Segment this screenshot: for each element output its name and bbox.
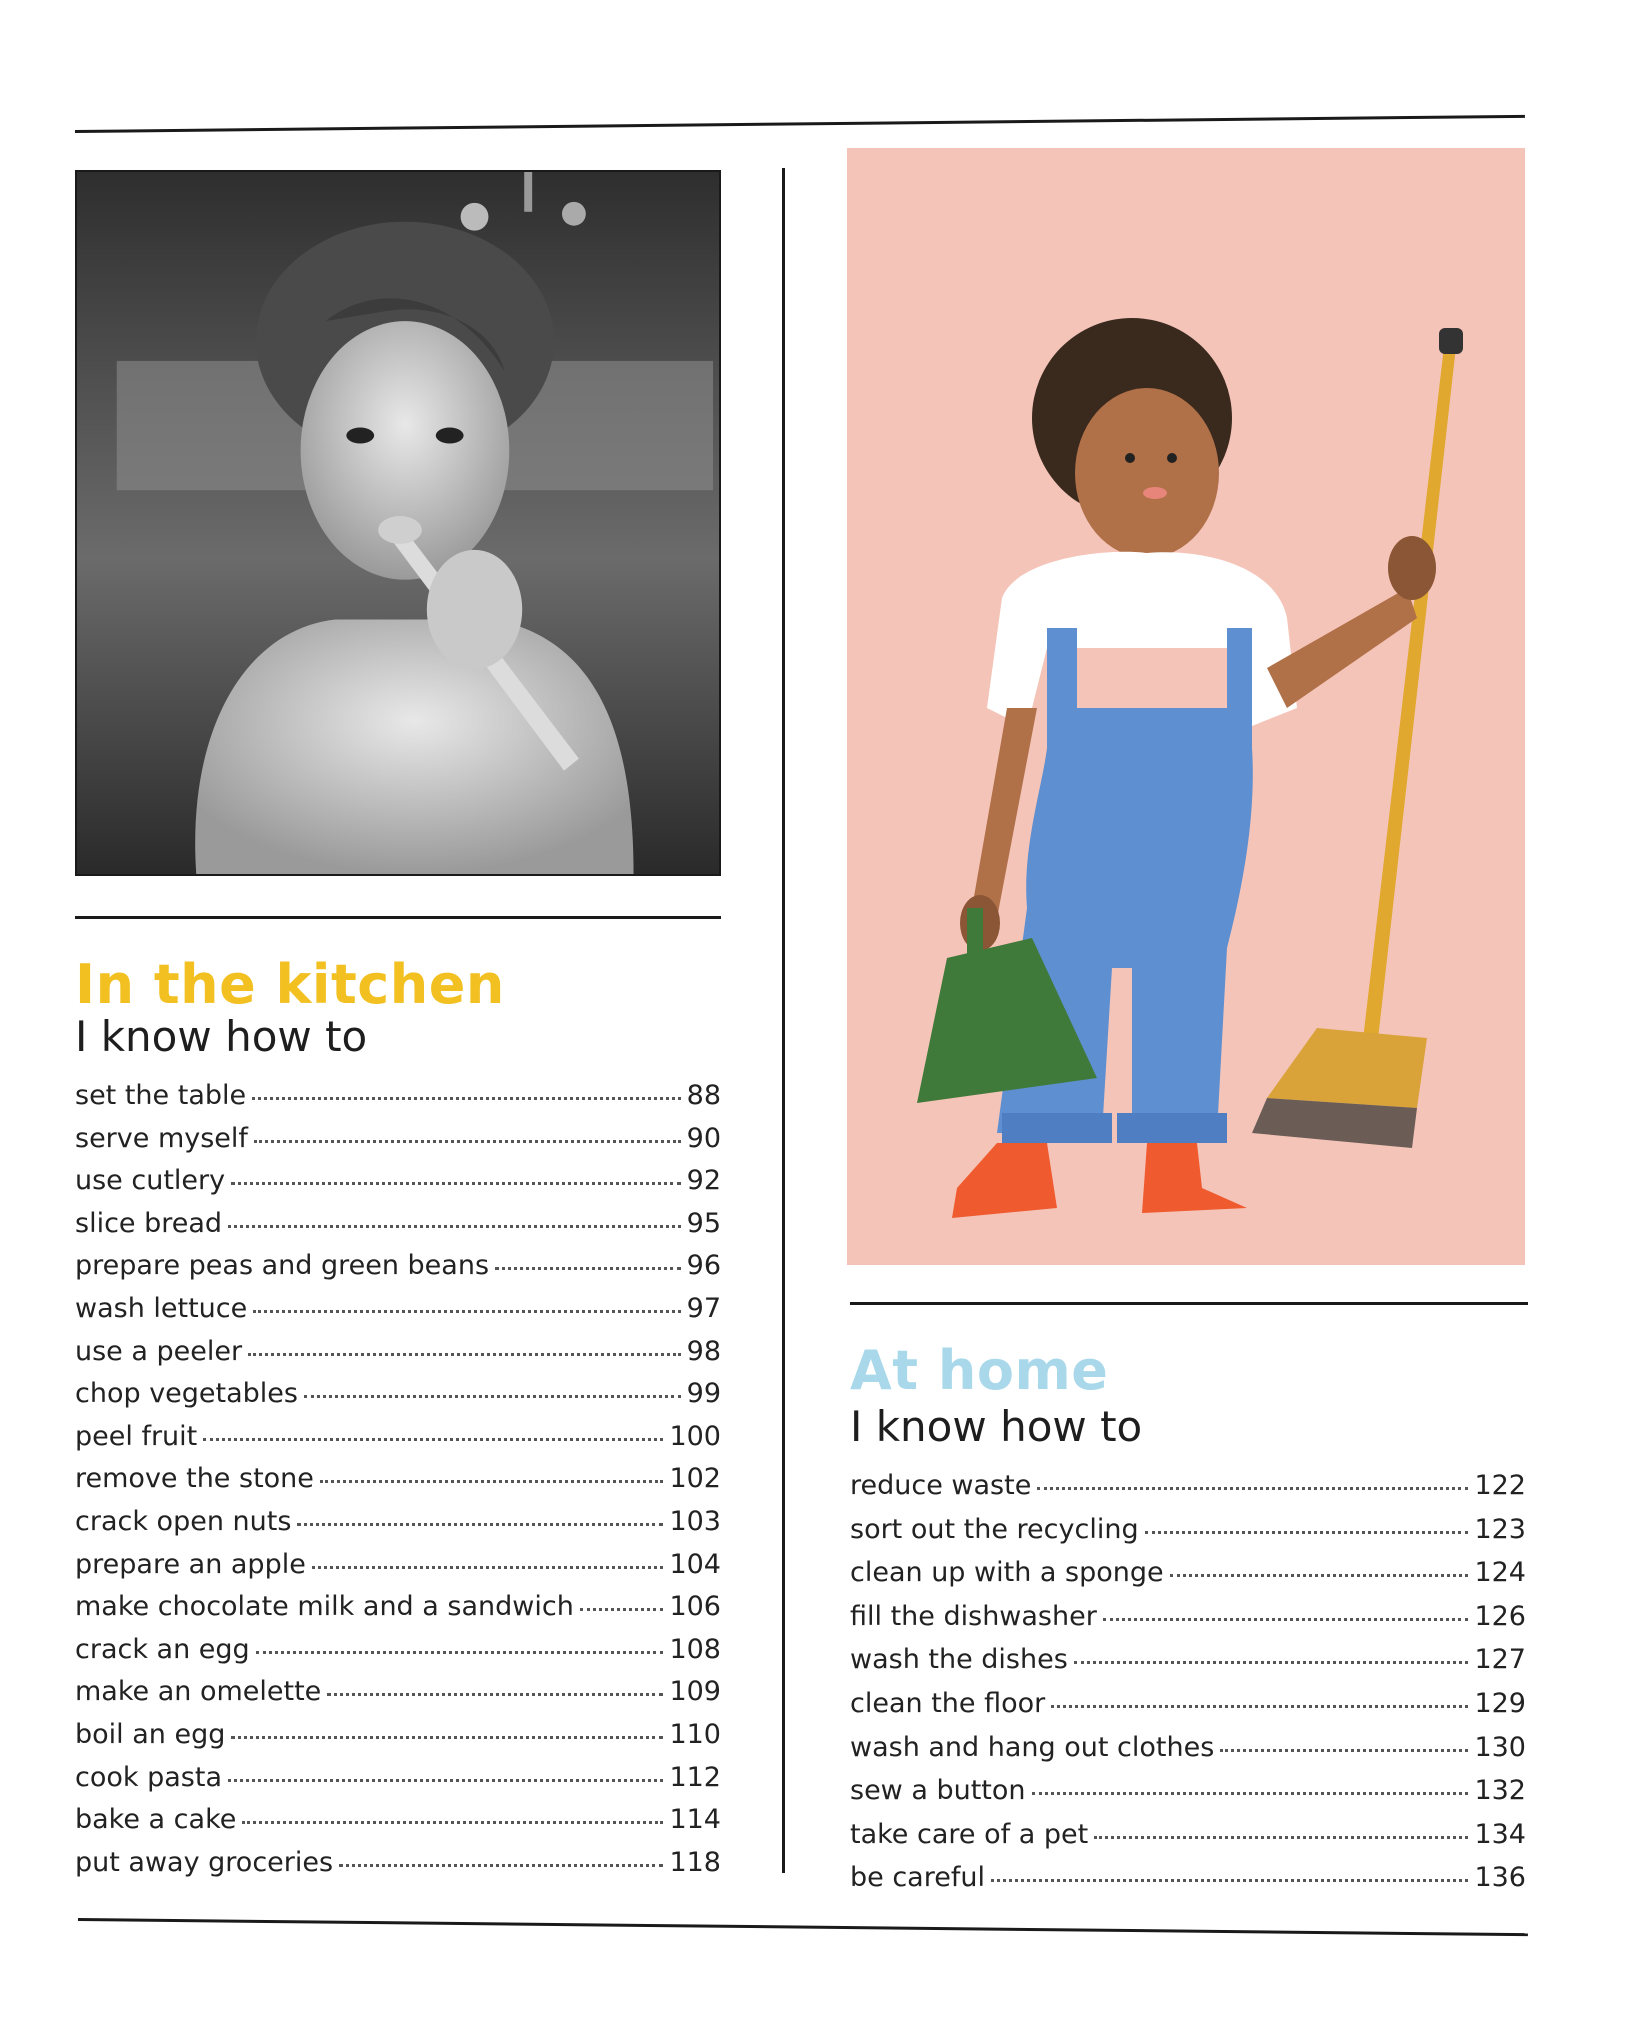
toc-entry [75, 1250, 721, 1293]
dot-leader [1074, 1661, 1469, 1664]
kitchen-toc [75, 1080, 721, 1889]
toc-entry [850, 1819, 1526, 1863]
top-rule [75, 115, 1525, 133]
toc-entry-page: 124 [1474, 1557, 1526, 1589]
toc-entry-page: 102 [669, 1463, 721, 1495]
dot-leader [327, 1693, 663, 1696]
toc-entry-page: 129 [1474, 1687, 1526, 1719]
toc-entry-page: 109 [669, 1676, 721, 1708]
toc-entry-label: boil an egg [75, 1718, 226, 1750]
toc-entry-page: 118 [669, 1846, 721, 1878]
dot-leader [580, 1608, 664, 1611]
toc-entry-page: 126 [1474, 1600, 1526, 1632]
toc-entry [75, 1506, 721, 1549]
toc-entry-page: 90 [686, 1122, 721, 1154]
toc-entry [75, 1549, 721, 1592]
dot-leader [252, 1097, 681, 1100]
toc-entry [75, 1293, 721, 1336]
dot-leader [1220, 1749, 1468, 1752]
toc-entry-page: 112 [669, 1761, 721, 1793]
child-photo [75, 170, 721, 876]
toc-entry [75, 1847, 721, 1890]
dot-leader [1170, 1574, 1469, 1577]
child-broom-illustration [847, 148, 1525, 1265]
dot-leader [1103, 1618, 1469, 1621]
kitchen-subheading: I know how to [75, 1012, 368, 1061]
dot-leader [231, 1182, 681, 1185]
toc-entry [75, 1463, 721, 1506]
toc-entry [850, 1514, 1526, 1558]
toc-entry [850, 1644, 1526, 1688]
dot-leader [1051, 1705, 1468, 1708]
toc-entry-label: wash lettuce [75, 1292, 248, 1324]
toc-entry-label: use cutlery [75, 1165, 226, 1197]
toc-entry-label: wash and hang out clothes [850, 1731, 1215, 1763]
toc-entry-label: chop vegetables [75, 1378, 298, 1410]
toc-entry-page: 110 [669, 1718, 721, 1750]
toc-entry-label: peel fruit [75, 1420, 198, 1452]
toc-entry [75, 1676, 721, 1719]
home-toc [850, 1470, 1526, 1906]
toc-entry-label: remove the stone [75, 1463, 314, 1495]
toc-entry-page: 95 [686, 1207, 721, 1239]
toc-entry-page: 88 [686, 1080, 721, 1111]
toc-entry-label: take care of a pet [850, 1818, 1089, 1850]
toc-entry-page: 96 [686, 1250, 721, 1282]
dot-leader [203, 1438, 663, 1441]
toc-entry-label: cook pasta [75, 1761, 222, 1793]
toc-entry-label: clean the floor [850, 1687, 1046, 1719]
dot-leader [228, 1225, 681, 1228]
toc-entry [850, 1862, 1526, 1906]
toc-entry-page: 104 [669, 1548, 721, 1580]
toc-entry-page: 100 [669, 1420, 721, 1452]
toc-entry-label: clean up with a sponge [850, 1557, 1164, 1589]
toc-entry-page: 130 [1474, 1731, 1526, 1763]
dot-leader [320, 1480, 664, 1483]
bottom-rule [78, 1918, 1528, 1936]
toc-entry-label: prepare an apple [75, 1548, 306, 1580]
home-heading-rule [850, 1302, 1528, 1305]
toc-entry [75, 1804, 721, 1847]
toc-entry-label: be careful [850, 1862, 985, 1894]
toc-entry [850, 1732, 1526, 1776]
toc-entry [850, 1601, 1526, 1645]
toc-entry-page: 97 [686, 1292, 721, 1324]
dot-leader [1037, 1487, 1468, 1490]
broom-dustpan-child-image [847, 148, 1525, 1265]
toc-entry-label: sort out the recycling [850, 1513, 1139, 1545]
toc-entry [850, 1470, 1526, 1514]
toc-entry-page: 98 [686, 1335, 721, 1367]
toc-entry [75, 1591, 721, 1634]
toc-entry-page: 127 [1474, 1644, 1526, 1676]
toc-entry-page: 106 [669, 1591, 721, 1623]
toc-entry-label: crack an egg [75, 1633, 250, 1665]
kitchen-heading-rule [75, 916, 721, 919]
toc-entry-label: bake a cake [75, 1804, 237, 1836]
toc-entry [850, 1775, 1526, 1819]
toc-entry-label: reduce waste [850, 1470, 1032, 1501]
toc-entry [850, 1557, 1526, 1601]
toc-entry-label: slice bread [75, 1207, 223, 1239]
dot-leader [312, 1566, 664, 1569]
dot-leader [1094, 1836, 1468, 1839]
kitchen-heading: In the kitchen [75, 953, 505, 1016]
home-subheading: I know how to [850, 1402, 1143, 1451]
dot-leader [1032, 1792, 1469, 1795]
toc-entry-page: 114 [669, 1804, 721, 1836]
dot-leader [253, 1310, 680, 1313]
toc-entry [75, 1165, 721, 1208]
dot-leader [228, 1779, 663, 1782]
dot-leader [231, 1736, 663, 1739]
dot-leader [304, 1395, 681, 1398]
toc-entry-label: crack open nuts [75, 1505, 292, 1537]
dot-leader [1145, 1531, 1469, 1534]
toc-entry-label: prepare peas and green beans [75, 1250, 490, 1282]
column-divider [782, 168, 785, 1873]
home-heading: At home [850, 1339, 1109, 1402]
toc-entry [75, 1123, 721, 1166]
toc-entry-page: 99 [686, 1378, 721, 1410]
toc-entry-label: fill the dishwasher [850, 1600, 1097, 1632]
toc-entry-label: set the table [75, 1080, 247, 1111]
toc-entry [75, 1634, 721, 1677]
toc-entry-page: 123 [1474, 1513, 1526, 1545]
dot-leader [297, 1523, 663, 1526]
toc-entry-label: use a peeler [75, 1335, 243, 1367]
dot-leader [991, 1879, 1468, 1882]
dot-leader [256, 1651, 664, 1654]
toc-entry [75, 1336, 721, 1379]
toc-entry-label: make chocolate milk and a sandwich [75, 1591, 574, 1623]
toc-entry-page: 103 [669, 1505, 721, 1537]
toc-entry-label: serve myself [75, 1122, 248, 1154]
toc-entry-page: 108 [669, 1633, 721, 1665]
toc-entry-page: 136 [1474, 1862, 1526, 1894]
dot-leader [242, 1821, 663, 1824]
toc-entry [850, 1688, 1526, 1732]
dot-leader [248, 1353, 681, 1356]
toc-entry [75, 1378, 721, 1421]
toc-entry-label: sew a button [850, 1775, 1026, 1807]
toc-entry-page: 122 [1474, 1470, 1526, 1501]
toc-entry [75, 1080, 721, 1123]
toc-entry [75, 1762, 721, 1805]
toc-entry-page: 132 [1474, 1775, 1526, 1807]
toc-entry-label: wash the dishes [850, 1644, 1068, 1676]
child-with-spoon-image [77, 172, 719, 874]
toc-entry [75, 1719, 721, 1762]
toc-entry-label: put away groceries [75, 1846, 334, 1878]
toc-entry-label: make an omelette [75, 1676, 322, 1708]
dot-leader [339, 1864, 663, 1867]
dot-leader [254, 1140, 681, 1143]
dot-leader [495, 1267, 681, 1270]
toc-entry-page: 134 [1474, 1818, 1526, 1850]
toc-entry-page: 92 [686, 1165, 721, 1197]
toc-entry [75, 1208, 721, 1251]
toc-entry [75, 1421, 721, 1464]
